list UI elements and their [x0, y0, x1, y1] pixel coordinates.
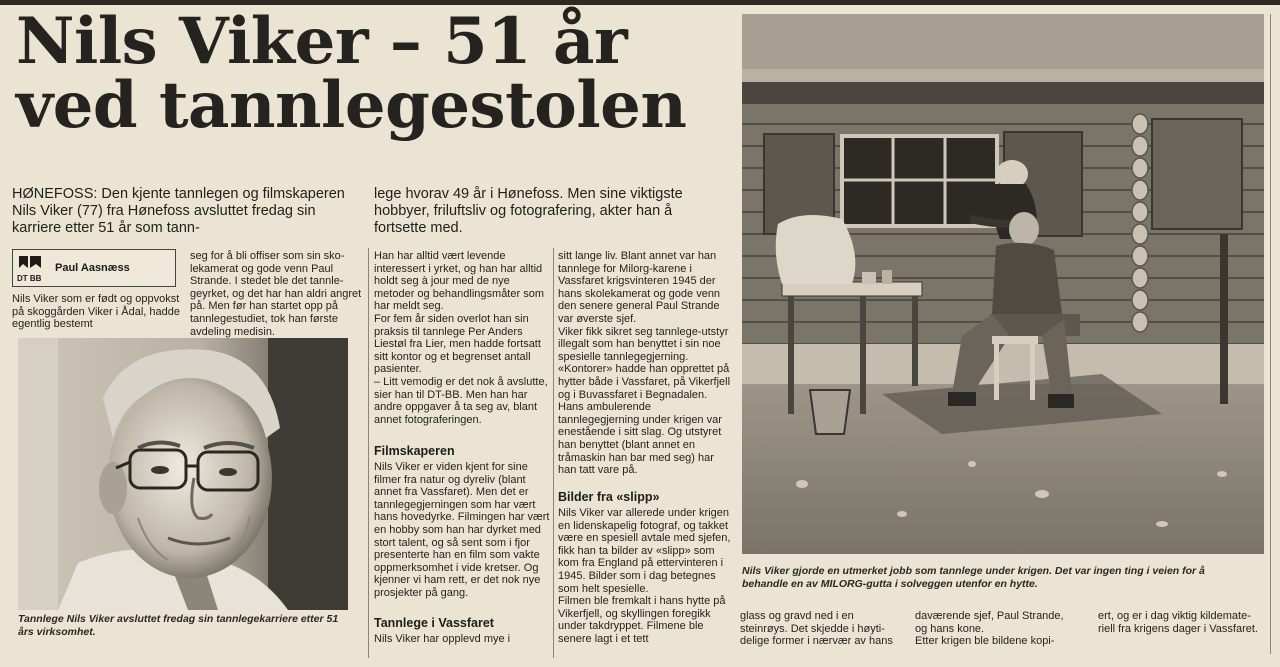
body-col2-tann: Nils Viker har opplevd mye i: [374, 633, 511, 645]
body-bottom-1: glass og gravd ned i en steinrøys. Det skjedde i høytidelige former i nærvær av hans: [740, 610, 893, 648]
body-col1-right: seg for å bli offiser som sin skolekamerat og gode venn Paul Strande. I stedet ble det tannlegeyrket, og det har han aldri angret på. Men før han startet opp på tannlegestudiet, tok han første avdeling medisin.: [190, 250, 362, 338]
page-edge: [1270, 14, 1271, 654]
dtbb-logo-icon: [15, 252, 45, 284]
body-col1-left: Nils Viker som er født og oppvokst på skoggården Viker i Ådal, hadde egentlig bestemt: [12, 293, 180, 331]
portrait-image: [18, 338, 348, 610]
subhead-tannlege-vassfaret: Tannlege i Vassfaret: [374, 616, 494, 630]
body-col3-top: sitt lange liv. Blant annet var han tannlege for Milorg-karene i Vassfaret krigsvinteren 1945 der hans skolekamerat og gode venn den senere general Paul Strande var øverste sjef. Viker fikk sikret seg tannlege-utstyr illegalt som han benyttet i sin noe spesielle tannlegegjerning. «Kontorer» hadde han opprettet på hytter både i Vassfaret, på Vikerfjell og i Buvassfaret i Begnadalen. Hans ambulerende tannlegegjerning under krigen var enestående i sitt slag. Og utstyret han benyttet (blant annet en tråmaskin han bar med seg) har han tatt vare på.: [558, 250, 731, 477]
lead-paragraph-1: HØNEFOSS: Den kjente tannlegen og filmskaperen Nils Viker (77) fra Hønefoss avsluttet fredag sin karriere etter 51 år som tann-: [12, 186, 345, 236]
byline-box: [12, 249, 176, 287]
headline-line-1: Nils Viker – 51 år: [16, 4, 628, 79]
byline-author: Paul Aasnæss: [55, 262, 130, 274]
portrait-photo: [18, 338, 348, 610]
headline-line-2: ved tannlegestolen: [16, 68, 687, 143]
subhead-bilder-slipp: Bilder fra «slipp»: [558, 490, 660, 504]
lead-paragraph-2: lege hvorav 49 år i Hønefoss. Men sine viktigste hobbyer, friluftsliv og fotografering, akter han å fortsette med.: [374, 186, 683, 236]
cabin-image: [742, 14, 1264, 554]
body-col2-film: Nils Viker er viden kjent for sine filmer fra natur og dyreliv (blant annet fra Vassfaret). Men det er tannlegegjerningen som har vært hans hovedyrke. Filmingen har vært en hobby som han har dyrket med stort talent, og så sent som i fjor presenterte han en film som vakte oppmerksomhet i vide kretser. Og kjenner vi ham rett, er det nok nye prosjekter på gang.: [374, 461, 550, 599]
body-col2-top: Han har alltid vært levende interessert i yrket, og han har alltid holdt seg à jour med de nye metoder og behandlingsmåter som har meldt seg. For fem år siden overlot han sin praksis til tannlege Per Anders Liestøl fra Lier, men hadde fortsatt sitt kontor og et begrenset antall pasienter. – Litt vemodig er det nok å avslutte, sier han til DT-BB. Men han har andre oppgaver å ta seg av, blant annet fotograferingen.: [374, 250, 548, 426]
headline: [16, 4, 736, 143]
body-col3-bilder: Nils Viker var allerede under krigen en lidenskapelig fotograf, og takket være en spesiell avtale med sjefen, fikk han ta bilder av «slipp» som kom fra England på ettervinteren i 1945. Bilder som i dag betegnes som helt spesielle. Filmen ble fremkalt i hans hytte på Vikerfjell, og skyllingen foregikk under takdryppet. Filmene ble senere lagt i et tett: [558, 507, 731, 645]
cabin-caption: Nils Viker gjorde en utmerket jobb som tannlege under krigen. Det var ingen ting i veien for å behandle en av MILORG-gutta i solveggen utenfor en hytte.: [742, 565, 1205, 590]
column-divider: [368, 248, 369, 658]
byline-agency: DT BB: [17, 274, 42, 283]
body-bottom-3: ert, og er i dag viktig kildemateriell fra krigens dager i Vassfaret.: [1098, 610, 1258, 635]
cabin-photo: [742, 14, 1264, 554]
portrait-caption: Tannlege Nils Viker avsluttet fredag sin tannlegekarriere etter 51 års virksomhet.: [18, 613, 339, 638]
body-bottom-2: daværende sjef, Paul Strande, og hans kone. Etter krigen ble bildene kopi-: [915, 610, 1064, 648]
subhead-filmskaperen: Filmskaperen: [374, 444, 455, 458]
column-divider: [553, 248, 554, 658]
